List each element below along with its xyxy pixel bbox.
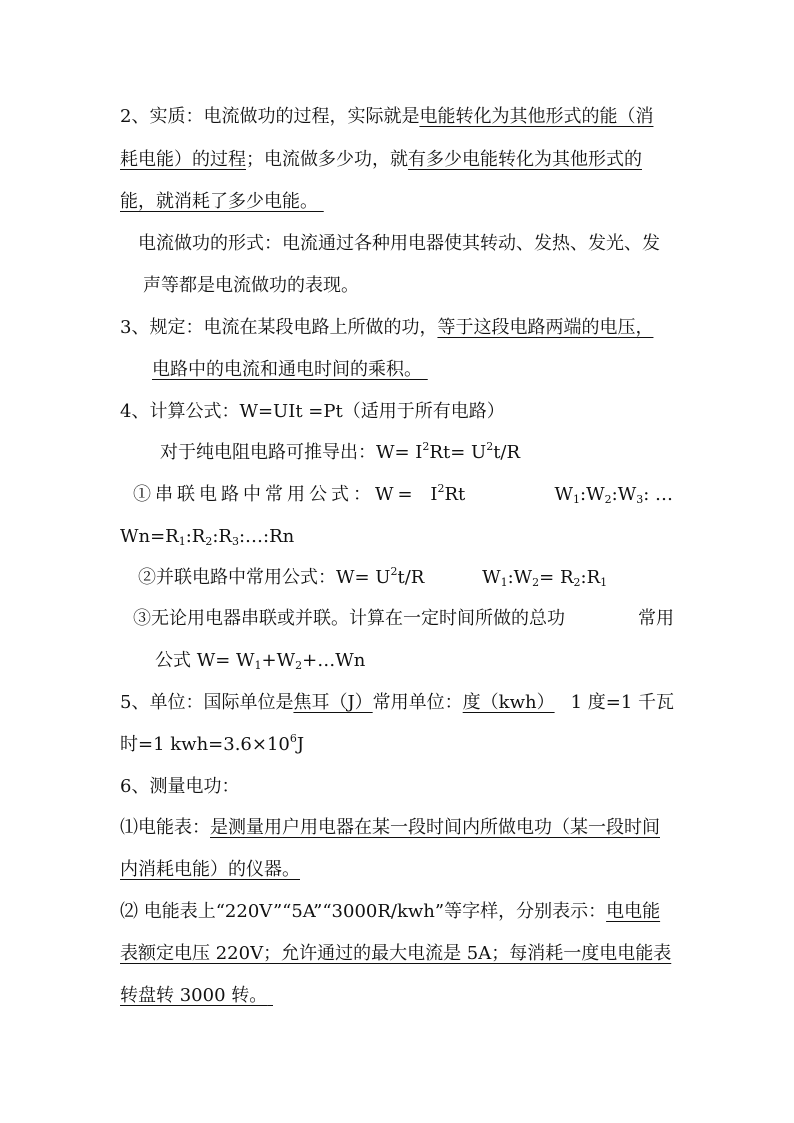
s4-series-l2-c: :R (212, 526, 232, 547)
p-ratio-a: W (482, 567, 501, 588)
s6-m2-line1 (120, 900, 660, 924)
s4-series-line1 (133, 483, 673, 507)
ratio-sub-3: 3 (636, 493, 644, 506)
s4-any-l2-c: +…Wn (302, 650, 366, 671)
s4-series-l2-a: Wn=R (120, 526, 179, 547)
ratio-sub-2: 2 (604, 493, 612, 506)
s3-line2-underlined: 电路中的电流和通电时间的乘积。 (152, 359, 422, 380)
s6-m1-label: ⑴电能表： (120, 817, 210, 838)
s6-m1-l2-underlined: 内消耗电能）的仪器。 (120, 859, 300, 880)
s4-pure-sup-1: 2 (422, 440, 430, 453)
s2-line3 (120, 190, 332, 214)
s3-line1 (120, 316, 653, 340)
ratio-w3: :W (611, 484, 637, 505)
s5-text-a: 5、单位：国际单位是 (120, 692, 294, 713)
s4-series-ratio (555, 483, 673, 507)
p-ratio-s1: 1 (500, 576, 508, 589)
s2-line2 (120, 148, 642, 172)
s2-form-line1 (138, 232, 660, 256)
s2-form-text-1: 电流做功的形式：电流通过各种用电器使其转动、发热、发光、发 (138, 233, 660, 254)
s5-line1 (120, 691, 674, 715)
s6-m2-l2-underlined: 表额定电压 220V；允许通过的最大电流是 5A；每消耗一度电电能表 (120, 943, 672, 964)
s4-any-line2 (155, 649, 365, 673)
s5-l2-a: 时=1 kwh=3.6×10 (120, 734, 290, 755)
s3-line1-text: 3、规定：电流在某段电路上所做的功， (120, 317, 438, 338)
s4-pure-text-a: 对于纯电阻电路可推导出：W= I (160, 442, 423, 463)
s4-series-l2-d: :…:Rn (238, 526, 295, 547)
s6-m2-l3-underline-tail (267, 984, 283, 1008)
p-ratio-c: = R (539, 567, 574, 588)
s6-m2-underlined: 电电能 (606, 901, 661, 922)
s4-any-l2-s2: 2 (295, 659, 303, 672)
ratio-w: W (554, 484, 574, 505)
s4-pure-resistance (160, 441, 520, 465)
p-ratio-d: :R (580, 567, 601, 588)
s5-l2-b: J (296, 734, 305, 755)
s6-m1-underlined: 是测量用户用电器在某一段时间内所做电功（某一段时间 (210, 817, 660, 838)
s5-line2 (120, 733, 304, 757)
s5-underlined-joule: 焦耳（J） (293, 692, 373, 713)
s5-text-c: 1 度=1 千瓦 (570, 692, 674, 713)
s6-title (120, 775, 239, 799)
s5-text-b: 常用单位： (372, 692, 463, 713)
ratio-ellipsis: : … (643, 484, 673, 505)
s4-series-Rt: Rt (444, 484, 466, 505)
s4-series-l2-sub1: 1 (178, 535, 186, 548)
s4-pure-sup-2: 2 (486, 440, 494, 453)
ratio-w2: :W (580, 484, 605, 505)
s3-line2-underline-tail (422, 358, 432, 382)
p-ratio-b: :W (507, 567, 533, 588)
s6-m2-line3 (120, 984, 283, 1008)
s6-m2-line2 (120, 942, 671, 966)
ratio-sub-1: 1 (573, 493, 581, 506)
s2-line1-text: 2、实质：电流做功的过程，实际就是 (120, 106, 420, 127)
s4-any-line1 (133, 607, 674, 631)
s5-underlined-kwh: 度（kwh） (462, 692, 555, 713)
s2-line1 (120, 105, 653, 129)
s4-any-l2-a: 公式 W= W (155, 650, 255, 671)
s4-pure-text-c: t/R (493, 442, 521, 463)
s3-line1-underlined: 等于这段电路两端的电压， (437, 317, 654, 338)
s4-series-l2-b: :R (185, 526, 206, 547)
s6-m2-text: ⑵ 电能表上“220V”“5A”“3000R/kwh”等字样，分别表示： (120, 901, 607, 922)
s4-parallel-ratio (482, 567, 607, 588)
s4-any-common: 常用 (638, 608, 674, 629)
p-ratio-s3: 2 (573, 576, 581, 589)
s3-line2 (152, 358, 432, 382)
s4-any-l2-b: +W (261, 650, 296, 671)
s4-series-l2-sub2: 2 (205, 535, 213, 548)
s6-m1-line2 (120, 858, 300, 882)
s2-line1-underlined: 电能转化为其他形式的能（消 (419, 106, 654, 127)
s4-parallel (138, 566, 607, 590)
p-ratio-s2: 2 (532, 576, 540, 589)
s2-form-line2 (143, 274, 359, 298)
s4-series-l2-sub3: 3 (231, 535, 239, 548)
p-ratio-s4: 1 (600, 576, 608, 589)
s2-line2-text: ；电流做多少功，就 (246, 149, 408, 170)
s2-line3-underlined: 能，就消耗了多少电能。 (120, 191, 318, 212)
s4-series-label: ①串联电路中常用公式：W= (133, 484, 417, 505)
s4-series-formula (430, 484, 465, 505)
s4-parallel-b: t/R (397, 567, 425, 588)
s4-series-line2 (120, 525, 294, 549)
s4-parallel-a: ②并联电路中常用公式：W= U (138, 567, 391, 588)
s2-line2-underlined-2: 有多少电能转化为其他形式的 (408, 149, 642, 170)
s4-any-text: ③无论用电器串联或并联。计算在一定时间所做的总功 (133, 608, 565, 629)
s4-series-I: I (430, 484, 438, 505)
s6-m2-l3-underlined: 转盘转 3000 转。 (120, 985, 268, 1006)
s6-m1-line1 (120, 816, 660, 840)
s4-title-text: 4、计算公式：W=UIt =Pt（适用于所有电路） (120, 401, 505, 422)
s4-any-l2-s1: 1 (254, 659, 262, 672)
s6-title-text: 6、测量电功： (120, 776, 240, 797)
s4-pure-text-b: Rt= U (429, 442, 487, 463)
s2-form-text-2: 声等都是电流做功的表现。 (143, 275, 359, 296)
s5-l2-sup: 6 (289, 732, 297, 745)
s4-title (120, 400, 505, 424)
s2-line3-underline-tail (318, 190, 332, 214)
s4-series-sup: 2 (437, 482, 445, 495)
s2-line2-underlined-1: 耗电能）的过程 (120, 149, 246, 170)
s4-parallel-sup: 2 (390, 565, 398, 578)
